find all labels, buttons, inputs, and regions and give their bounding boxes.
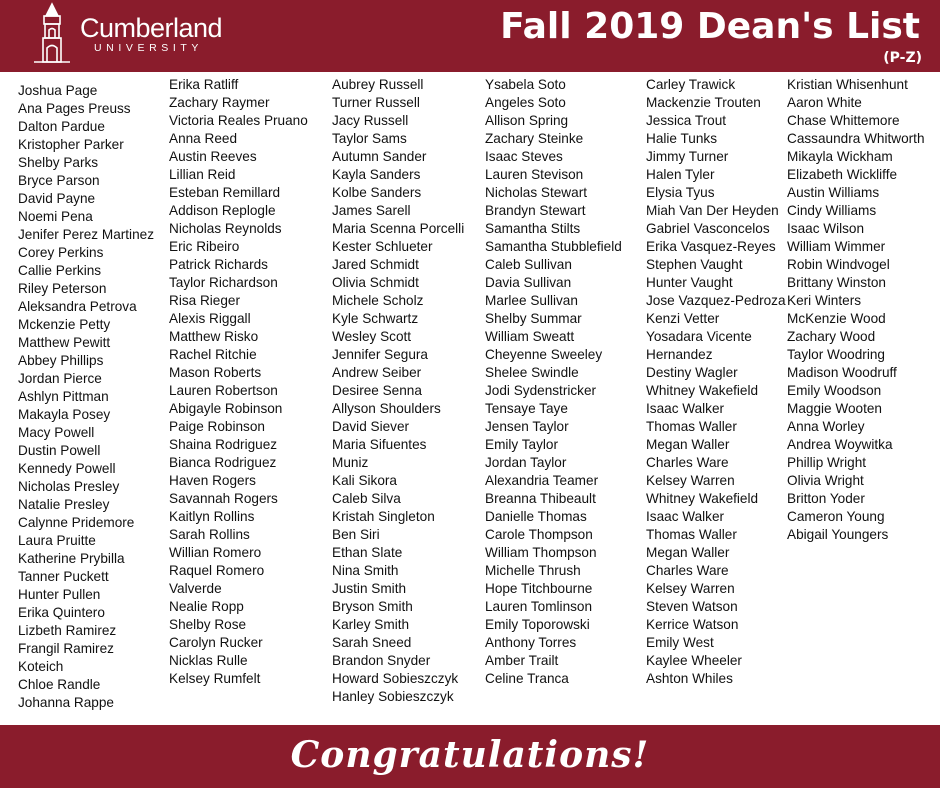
student-name: Abbey Phillips	[18, 353, 104, 368]
student-name: Brandon Snyder	[332, 653, 431, 668]
student-name: Jose Vazquez-Pedroza	[646, 293, 786, 308]
student-name: Gabriel Vasconcelos	[646, 221, 770, 236]
student-name: Andrea Woywitka	[787, 437, 893, 452]
brand-subtitle: UNIVERSITY	[94, 42, 204, 54]
student-name: Jennifer Segura	[332, 347, 428, 362]
student-name: Miah Van Der Heyden	[646, 203, 779, 218]
student-name: Ana Pages Preuss	[18, 101, 131, 116]
student-name: Taylor Sams	[332, 131, 407, 146]
student-name: Nina Smith	[332, 563, 399, 578]
student-name: Michelle Thrush	[485, 563, 581, 578]
student-name: Kerrice Watson	[646, 617, 739, 632]
student-name: Lillian Reid	[169, 167, 236, 182]
student-name: Haven Rogers	[169, 473, 256, 488]
student-name: Isaac Walker	[646, 401, 725, 416]
student-name: David Payne	[18, 191, 96, 206]
student-name: Rachel Ritchie	[169, 347, 257, 362]
student-name: Isaac Wilson	[787, 221, 865, 236]
student-name: Noemi Pena	[18, 209, 93, 224]
student-name: Ashlyn Pittman	[18, 389, 109, 404]
student-name: Tanner Puckett	[18, 569, 109, 584]
student-name: Addison Replogle	[169, 203, 276, 218]
student-name: Karley Smith	[332, 617, 410, 632]
student-name: Mckenzie Petty	[18, 317, 111, 332]
student-name: Jodi Sydenstricker	[485, 383, 597, 398]
student-name: Laura Pruitte	[18, 533, 96, 548]
student-name: Halie Tunks	[646, 131, 718, 146]
student-name: Kelsey Warren	[646, 581, 735, 596]
student-name: Angeles Soto	[485, 95, 566, 110]
student-name: Justin Smith	[332, 581, 407, 596]
student-name: Mackenzie Trouten	[646, 95, 761, 110]
student-name: Charles Ware	[646, 455, 729, 470]
student-name: McKenzie Wood	[787, 311, 886, 326]
student-name: Cameron Young	[787, 509, 885, 524]
student-name: Taylor Richardson	[169, 275, 278, 290]
student-name: Samantha Stilts	[485, 221, 581, 236]
student-name: Jessica Trout	[646, 113, 727, 128]
student-name: Keri Winters	[787, 293, 862, 308]
student-name: Victoria Reales Pruano	[169, 113, 308, 128]
student-name: Elizabeth Wickliffe	[787, 167, 898, 182]
student-name: Abigail Youngers	[787, 527, 889, 542]
student-name: Zachary Raymer	[169, 95, 270, 110]
student-name: Amber Trailt	[485, 653, 559, 668]
student-name: Brandyn Stewart	[485, 203, 586, 218]
student-name: Olivia Schmidt	[332, 275, 419, 290]
university-logo	[32, 2, 223, 64]
student-name: Elysia Tyus	[646, 185, 715, 200]
name-column-6	[787, 76, 925, 544]
footer-banner	[0, 725, 940, 788]
brand-name: Cumberland	[80, 13, 223, 43]
student-name: Austin Reeves	[169, 149, 257, 164]
student-name: Johanna Rappe	[18, 695, 114, 710]
student-name: Erika Quintero	[18, 605, 105, 620]
student-name: Natalie Presley	[18, 497, 110, 512]
student-name: Jacy Russell	[332, 113, 409, 128]
student-name: Steven Watson	[646, 599, 738, 614]
student-name: Isaac Steves	[485, 149, 563, 164]
student-name: William Thompson	[485, 545, 597, 560]
student-name: Kristah Singleton	[332, 509, 435, 524]
student-name: Madison Woodruff	[787, 365, 897, 380]
student-name: Corey Perkins	[18, 245, 104, 260]
student-name: Kristian Whisenhunt	[787, 77, 908, 92]
student-name: Calynne Pridemore	[18, 515, 135, 530]
student-name: Charles Ware	[646, 563, 729, 578]
student-name: Stephen Vaught	[646, 257, 743, 272]
student-name: Shelby Parks	[18, 155, 99, 170]
student-name: Celine Tranca	[485, 671, 569, 686]
student-name: Wesley Scott	[332, 329, 412, 344]
student-name: Hanley Sobieszczyk	[332, 689, 454, 704]
student-name: Cindy Williams	[787, 203, 877, 218]
student-name: Lizbeth Ramirez	[18, 623, 117, 638]
student-name: Sarah Sneed	[332, 635, 412, 650]
student-name: Anna Worley	[787, 419, 865, 434]
student-name: Britton Yoder	[787, 491, 865, 506]
student-name: Mason Roberts	[169, 365, 262, 380]
student-name: Riley Peterson	[18, 281, 107, 296]
student-name: Allison Spring	[485, 113, 569, 128]
student-name: Mikayla Wickham	[787, 149, 893, 164]
student-name: Matthew Risko	[169, 329, 259, 344]
student-name: Kennedy Powell	[18, 461, 116, 476]
student-name: Breanna Thibeault	[485, 491, 596, 506]
student-name: Anna Reed	[169, 131, 238, 146]
student-name: Maria Scenna Porcelli	[332, 221, 465, 236]
student-name: Callie Perkins	[18, 263, 102, 278]
student-name: Lauren Robertson	[169, 383, 278, 398]
student-name: Cassaundra Whitworth	[787, 131, 925, 146]
student-name: Muniz	[332, 455, 369, 470]
student-name: Frangil Ramirez	[18, 641, 114, 656]
student-name: Whitney Wakefield	[646, 383, 759, 398]
student-name: Destiny Wagler	[646, 365, 738, 380]
student-name: Tensaye Taye	[485, 401, 568, 416]
student-name: Shelby Summar	[485, 311, 582, 326]
student-name: Anthony Torres	[485, 635, 577, 650]
student-name: Kolbe Sanders	[332, 185, 422, 200]
student-name: Savannah Rogers	[169, 491, 278, 506]
student-name: Aubrey Russell	[332, 77, 424, 92]
header-banner	[0, 0, 940, 72]
student-name: Zachary Wood	[787, 329, 876, 344]
student-name: Kristopher Parker	[18, 137, 124, 152]
student-name: Raquel Romero	[169, 563, 265, 578]
name-column-1	[18, 82, 154, 712]
student-name: Dalton Pardue	[18, 119, 105, 134]
student-name: Valverde	[169, 581, 222, 596]
student-name: Maria Sifuentes	[332, 437, 427, 452]
student-name: Davia Sullivan	[485, 275, 572, 290]
student-name: Marlee Sullivan	[485, 293, 578, 308]
student-name: Patrick Richards	[169, 257, 268, 272]
student-name: Carole Thompson	[485, 527, 593, 542]
student-name: Aaron White	[787, 95, 862, 110]
student-name: Kaitlyn Rollins	[169, 509, 255, 524]
student-name: David Siever	[332, 419, 410, 434]
student-name: Whitney Wakefield	[646, 491, 759, 506]
student-name: Kenzi Vetter	[646, 311, 720, 326]
student-name: Bianca Rodriguez	[169, 455, 277, 470]
student-name: Dustin Powell	[18, 443, 101, 458]
student-name: Carley Trawick	[646, 77, 736, 92]
page-subtitle: (P-Z)	[883, 50, 922, 66]
student-name: Halen Tyler	[646, 167, 715, 182]
student-name: Katherine Prybilla	[18, 551, 125, 566]
student-name: Robin Windvogel	[787, 257, 890, 272]
student-name: Kayla Sanders	[332, 167, 421, 182]
student-name: Howard Sobieszczyk	[332, 671, 459, 686]
student-name: Sarah Rollins	[169, 527, 250, 542]
student-name: Nealie Ropp	[169, 599, 244, 614]
student-name: Aleksandra Petrova	[18, 299, 137, 314]
student-name: Makayla Posey	[18, 407, 111, 422]
student-name: Olivia Wright	[787, 473, 864, 488]
student-name: James Sarell	[332, 203, 411, 218]
student-name: Jared Schmidt	[332, 257, 419, 272]
student-name: Erika Ratliff	[169, 77, 239, 92]
student-name: Michele Scholz	[332, 293, 424, 308]
student-name: Emily Taylor	[485, 437, 559, 452]
student-name: Caleb Sullivan	[485, 257, 572, 272]
student-name: Hunter Pullen	[18, 587, 101, 602]
student-name: Risa Rieger	[169, 293, 241, 308]
student-name: Brittany Winston	[787, 275, 886, 290]
name-column-4	[485, 76, 622, 688]
student-name: Ethan Slate	[332, 545, 403, 560]
student-name: Ashton Whiles	[646, 671, 733, 686]
student-name: Shelee Swindle	[485, 365, 579, 380]
student-name: Emily Woodson	[787, 383, 882, 398]
student-name: Bryce Parson	[18, 173, 100, 188]
student-name: Autumn Sander	[332, 149, 427, 164]
student-name: Jordan Pierce	[18, 371, 102, 386]
student-name: Thomas Waller	[646, 419, 737, 434]
student-name: Macy Powell	[18, 425, 95, 440]
name-column-3	[332, 76, 464, 706]
student-name: Jordan Taylor	[485, 455, 567, 470]
student-name: Nicholas Reynolds	[169, 221, 282, 236]
student-name: Megan Waller	[646, 545, 730, 560]
student-name: William Sweatt	[485, 329, 575, 344]
student-name: Phillip Wright	[787, 455, 867, 470]
student-name: Emily Toporowski	[485, 617, 590, 632]
student-name: Alexandria Teamer	[485, 473, 599, 488]
student-name: Nicholas Stewart	[485, 185, 587, 200]
page-title: Fall 2019 Dean's List	[500, 6, 920, 47]
student-name: Hope Titchbourne	[485, 581, 593, 596]
student-name: Danielle Thomas	[485, 509, 587, 524]
student-name: Kelsey Rumfelt	[169, 671, 261, 686]
student-name: Ben Siri	[332, 527, 380, 542]
student-name: Kali Sikora	[332, 473, 397, 488]
student-name: Joshua Page	[18, 83, 98, 98]
student-name: Eric Ribeiro	[169, 239, 240, 254]
student-name: Nicklas Rulle	[169, 653, 248, 668]
student-name: Ysabela Soto	[485, 77, 566, 92]
student-name: Turner Russell	[332, 95, 420, 110]
student-name: Kyle Schwartz	[332, 311, 419, 326]
student-name: Isaac Walker	[646, 509, 725, 524]
student-name: Bryson Smith	[332, 599, 413, 614]
student-name: Paige Robinson	[169, 419, 265, 434]
student-name: William Wimmer	[787, 239, 886, 254]
student-name: Lauren Tomlinson	[485, 599, 593, 614]
student-name: Zachary Steinke	[485, 131, 584, 146]
student-name: Megan Waller	[646, 437, 730, 452]
student-name: Koteich	[18, 659, 64, 674]
student-name: Shaina Rodriguez	[169, 437, 278, 452]
student-name: Cheyenne Sweeley	[485, 347, 603, 362]
student-name: Nicholas Presley	[18, 479, 120, 494]
student-name: Kester Schlueter	[332, 239, 433, 254]
student-name: Willian Romero	[169, 545, 262, 560]
student-name: Lauren Stevison	[485, 167, 584, 182]
student-name: Yosadara Vicente	[646, 329, 752, 344]
name-column-2	[169, 76, 308, 688]
student-name: Jensen Taylor	[485, 419, 569, 434]
name-column-5	[646, 76, 786, 688]
student-name: Caleb Silva	[332, 491, 401, 506]
student-name: Samantha Stubblefield	[485, 239, 622, 254]
student-name: Jimmy Turner	[646, 149, 729, 164]
student-name: Kaylee Wheeler	[646, 653, 742, 668]
student-name: Hunter Vaught	[646, 275, 733, 290]
student-name: Chase Whittemore	[787, 113, 900, 128]
student-name: Shelby Rose	[169, 617, 247, 632]
student-name: Maggie Wooten	[787, 401, 882, 416]
student-name: Allyson Shoulders	[332, 401, 441, 416]
student-name: Jenifer Perez Martinez	[18, 227, 154, 242]
student-name: Kelsey Warren	[646, 473, 735, 488]
student-name: Chloe Randle	[18, 677, 101, 692]
student-name: Emily West	[646, 635, 714, 650]
student-name: Taylor Woodring	[787, 347, 885, 362]
student-name: Andrew Seiber	[332, 365, 422, 380]
congratulations-text: Congratulations!	[290, 734, 650, 776]
student-name: Austin Williams	[787, 185, 880, 200]
student-name: Hernandez	[646, 347, 713, 362]
bell-tower-icon	[32, 2, 72, 64]
student-name: Carolyn Rucker	[169, 635, 263, 650]
student-name: Erika Vasquez-Reyes	[646, 239, 776, 254]
student-name: Matthew Pewitt	[18, 335, 111, 350]
student-name: Alexis Riggall	[169, 311, 251, 326]
student-name: Desiree Senna	[332, 383, 422, 398]
student-name: Abigayle Robinson	[169, 401, 283, 416]
student-name: Esteban Remillard	[169, 185, 281, 200]
student-name: Thomas Waller	[646, 527, 737, 542]
